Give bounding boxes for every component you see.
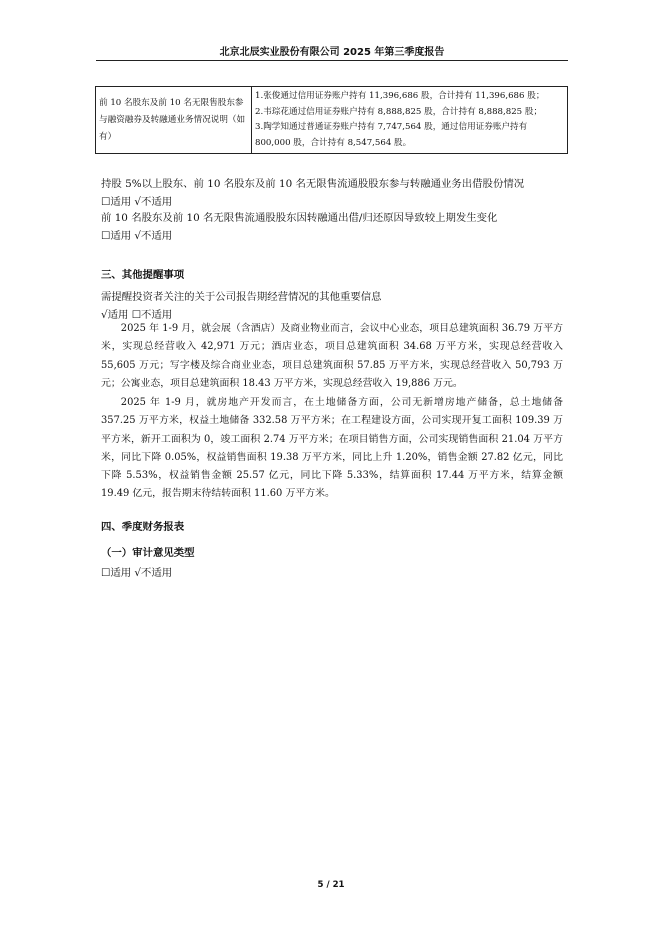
shareholder-margin-table (95, 86, 568, 154)
section3-paragraph-1: 2025 年 1-9 月，就会展（含酒店）及商业物业而言，会议中心业态，项目总建筑面积 36.79 万平方米，实现总经营收入 42,971 万元；酒店业态，项目总建筑面积 34.68 万平方米，实现总经营收入 55,605 万元；写字楼及综合商业业态，项目总建筑面积 57.85 万平方米，实现总经营收入 50,793 万元；公寓业态，项目总建筑面积 18.43 万平方米，实现总经营收入 19,886 万元。 (101, 323, 563, 389)
table-line-2: 2.韦琮花通过信用证券账户持有 8,888,825 股，合计持有 8,888,825 股； (255, 106, 543, 117)
table-row (96, 87, 568, 154)
section4-heading: 四、季度财务报表 (101, 521, 185, 533)
table-content-cell (252, 87, 568, 154)
section3-options: √适用 ☐不适用 (101, 309, 173, 321)
page-header-title: 北京北辰实业股份有限公司 2025 年第三季度报告 (219, 47, 445, 58)
section3-heading: 三、其他提醒事项 (101, 269, 185, 281)
audit-opinion-options: ☐适用 √不适用 (101, 567, 173, 579)
header-divider (96, 60, 568, 61)
table-line-1: 1.张俊通过信用证券账户持有 11,396,686 股，合计持有 11,396,686 股； (255, 91, 545, 101)
lending-options: ☐适用 √不适用 (101, 196, 173, 208)
page-number: 5 / 21 (317, 880, 345, 890)
section3-paragraph-2: 2025 年 1-9 月，就房地产开发而言，在土地储备方面，公司无新增房地产储备，总土地储备 357.25 万平方米，权益土地储备 332.58 万平方米；在工程建设方面，公司实现开复工面积 109.39 万平方米，新开工面积为 0，竣工面积 2.74 万平方米；在项目销售方面，公司实现销售面积 21.04 万平方米，同比下降 0.05%，权益销售面积 19.38 万平方米，同比上升 1.20%，销售金额 27.82 亿元，同比下降 5.53%，权益销售金额 25.57 亿元，同比下降 5.33%，结算面积 17.44 万平方米，结算金额 19.49 亿元，报告期末待结转面积 11.60 万平方米。 (101, 397, 563, 500)
lending-title: 持股 5%以上股东、前 10 名股东及前 10 名无限售流通股股东参与转融通业务出借股份情况 (101, 178, 525, 190)
change-title: 前 10 名股东及前 10 名无限售流通股股东因转融通出借/归还原因导致较上期发生变化 (101, 212, 498, 224)
audit-opinion-heading: （一）审计意见类型 (101, 547, 195, 559)
section3-subtitle: 需提醒投资者关注的关于公司报告期经营情况的其他重要信息 (101, 291, 382, 303)
change-options: ☐适用 √不适用 (101, 230, 173, 242)
table-line-3: 3.陶学知通过普通证券账户持有 7,747,564 股，通过信用证券账户持有 800,000 股，合计持有 8,547,564 股。 (255, 122, 528, 148)
table-label-cell: 前 10 名股东及前 10 名无限售股东参与融资融券及转融通业务情况说明（如有） (96, 87, 252, 154)
